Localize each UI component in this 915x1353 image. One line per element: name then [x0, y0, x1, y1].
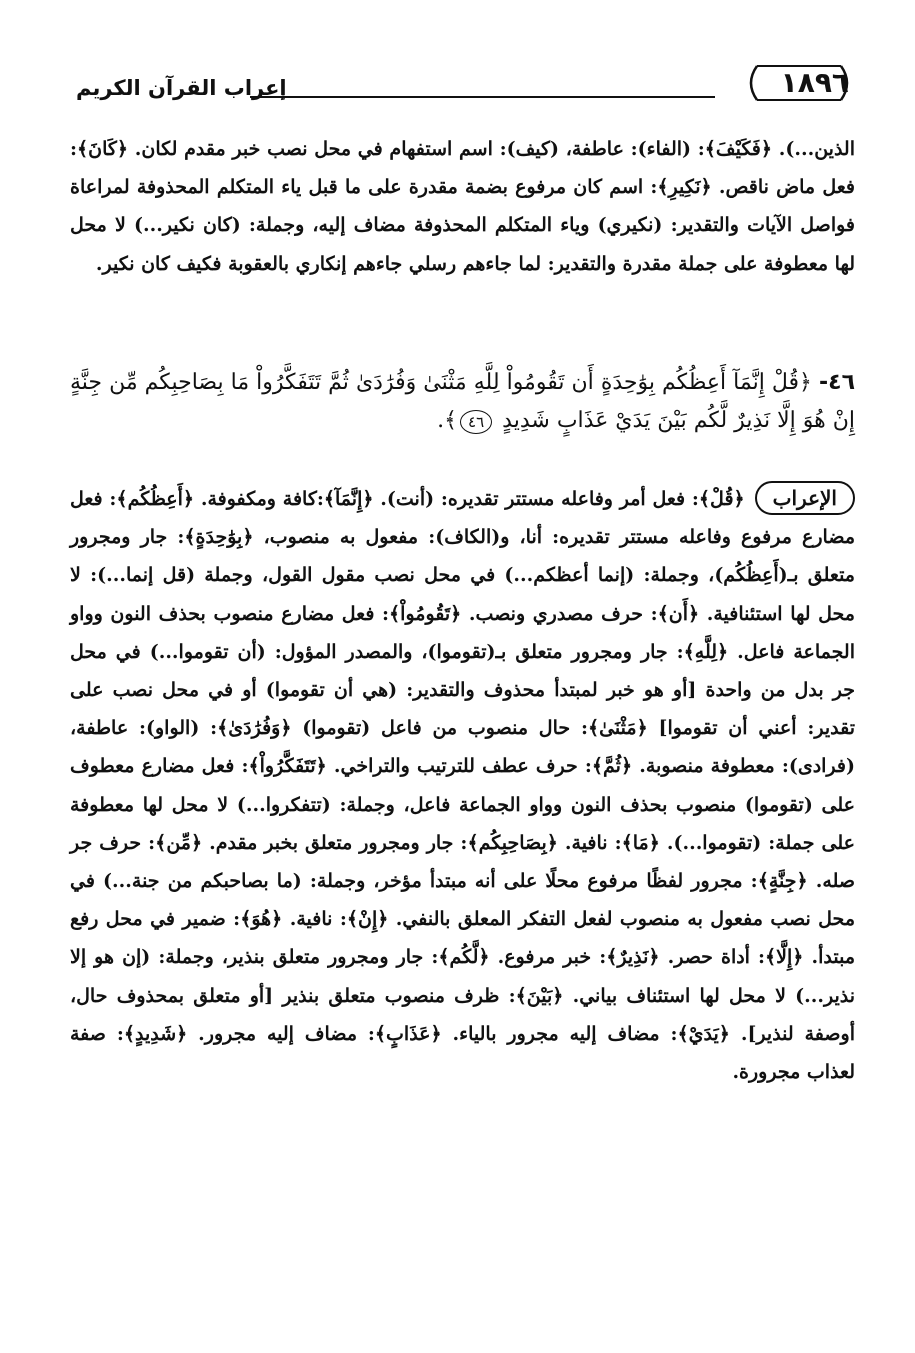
irab-section — [70, 480, 855, 1091]
irab-label: الإعراب — [755, 481, 855, 515]
irab-paragraph — [70, 480, 855, 1091]
verse-number: ٤٦- — [819, 370, 855, 395]
intro-section — [70, 130, 855, 283]
book-title: إعراب القرآن الكريم — [76, 76, 287, 100]
page-header — [70, 58, 855, 118]
ayah-number-mark: ٤٦ — [460, 410, 492, 434]
intro-paragraph: الذين...). ﴿فَكَيْفَ﴾: (الفاء): عاطفة، (كيف): اسم استفهام في محل نصب خبر مقدم لكان. ﴿كَانَ﴾: فعل ماض ناقص. ﴿نَكِيرِ﴾: اسم كان مرفوع بضمة مقدرة على ما قبل ياء المتكلم المحذوفة لمراعاة فواصل الآيات والتقدير: (نكيري) وياء المتكلم المحذوفة مضاف إليه، وجملة: (كان نكير...) لا محل لها معطوفة على جملة مقدرة والتقدير: لما جاءهم رسلي جاءهم إنكاري بالعقوبة فكيف كان نكير. — [70, 138, 855, 275]
verse-closing: ﴾. — [437, 408, 458, 433]
header-rule — [250, 96, 715, 98]
verse-paragraph — [70, 364, 855, 440]
irab-text: ﴿قُلْ﴾: فعل أمر وفاعله مستتر تقديره: (أنت). ﴿إِنَّمَآ﴾:كافة ومكفوفة. ﴿أَعِظُكُم﴾: فعل مضارع مرفوع وفاعله مستتر تقديره: أنا، و(الكاف): مفعول به منصوب، ﴿بِوَٰحِدَةٍ﴾: جار ومجرور متعلق بـ(أَعِظُكُم)، وجملة: (إنما أعظكم...) في محل نصب مقول القول، وجملة (قل إنما...): لا محل لها استئنافية. ﴿أَن﴾: حرف مصدري ونصب. ﴿تَقُومُواْ﴾: فعل مضارع منصوب بحذف النون وواو الجماعة فاعل. ﴿لِلَّهِ﴾: جار ومجرور متعلق بـ(تقوموا)، والمصدر المؤول: (أن تقوموا...) في محل جر بدل من واحدة [أو هو خبر لمبتدأ محذوف والتقدير: (هي أن تقوموا) أو في محل نصب على تقدير: أعني أن تقوموا] ﴿مَثْنَىٰ﴾: حال منصوب من فاعل (تقوموا) ﴿وَفُرَٰدَىٰ﴾: (الواو): عاطفة، (فرادى): معطوفة منصوبة. ﴿ثُمَّ﴾: حرف عطف للترتيب والتراخي. ﴿تَتَفَكَّرُواْ﴾: فعل مضارع معطوف على (تقوموا) منصوب بحذف النون وواو الجماعة فاعل، وجملة: (تتفكروا...) لا محل لها معطوفة على جملة: (تقوموا...). ﴿مَا﴾: نافية. ﴿بِصَاحِبِكُم﴾: جار ومجرور متعلق بخبر مقدم. ﴿مِّن﴾: حرف جر صله. ﴿جِنَّةٍ﴾: مجرور لفظًا مرفوع محلًا على أنه مبتدأ مؤخر، وجملة: (ما بصاحبكم من جنة...) في محل نصب مفعول به منصوب لفعل التفكر المعلق بالنفي. ﴿إِنْ﴾: نافية. ﴿هُوَ﴾: ضمير في محل رفع مبتدأ. ﴿إِلَّا﴾: أداة حصر. ﴿نَذِيرٌ﴾: خبر مرفوع. ﴿لَّكُم﴾: جار ومجرور متعلق بنذير، وجملة: (إن هو إلا نذير...) لا محل لها استئناف بياني. ﴿بَيْنَ﴾: ظرف منصوب متعلق بنذير [أو متعلق بمحذوف حال، أوصفة لنذير]. ﴿يَدَيْ﴾: مضاف إليه مجرور بالياء. ﴿عَذَابٍ﴾: مضاف إليه مجرور. ﴿شَدِيدٍ﴾: صفة لعذاب مجرورة. — [70, 488, 855, 1084]
page-number: ١٨٩٦ — [780, 66, 849, 99]
verse-section — [70, 364, 855, 440]
verse-text: ﴿قُلْ إِنَّمَآ أَعِظُكُم بِوَٰحِدَةٍ أَن تَقُومُواْ لِلَّهِ مَثْنَىٰ وَفُرَٰدَىٰ ثُمَّ تَتَفَكَّرُواْ مَا بِصَاحِبِكُم مِّن جِنَّةٍ إِنْ هُوَ إِلَّا نَذِيرٌ لَّكُم بَيْنَ يَدَيْ عَذَابٍ شَدِيدٍ — [70, 370, 855, 433]
